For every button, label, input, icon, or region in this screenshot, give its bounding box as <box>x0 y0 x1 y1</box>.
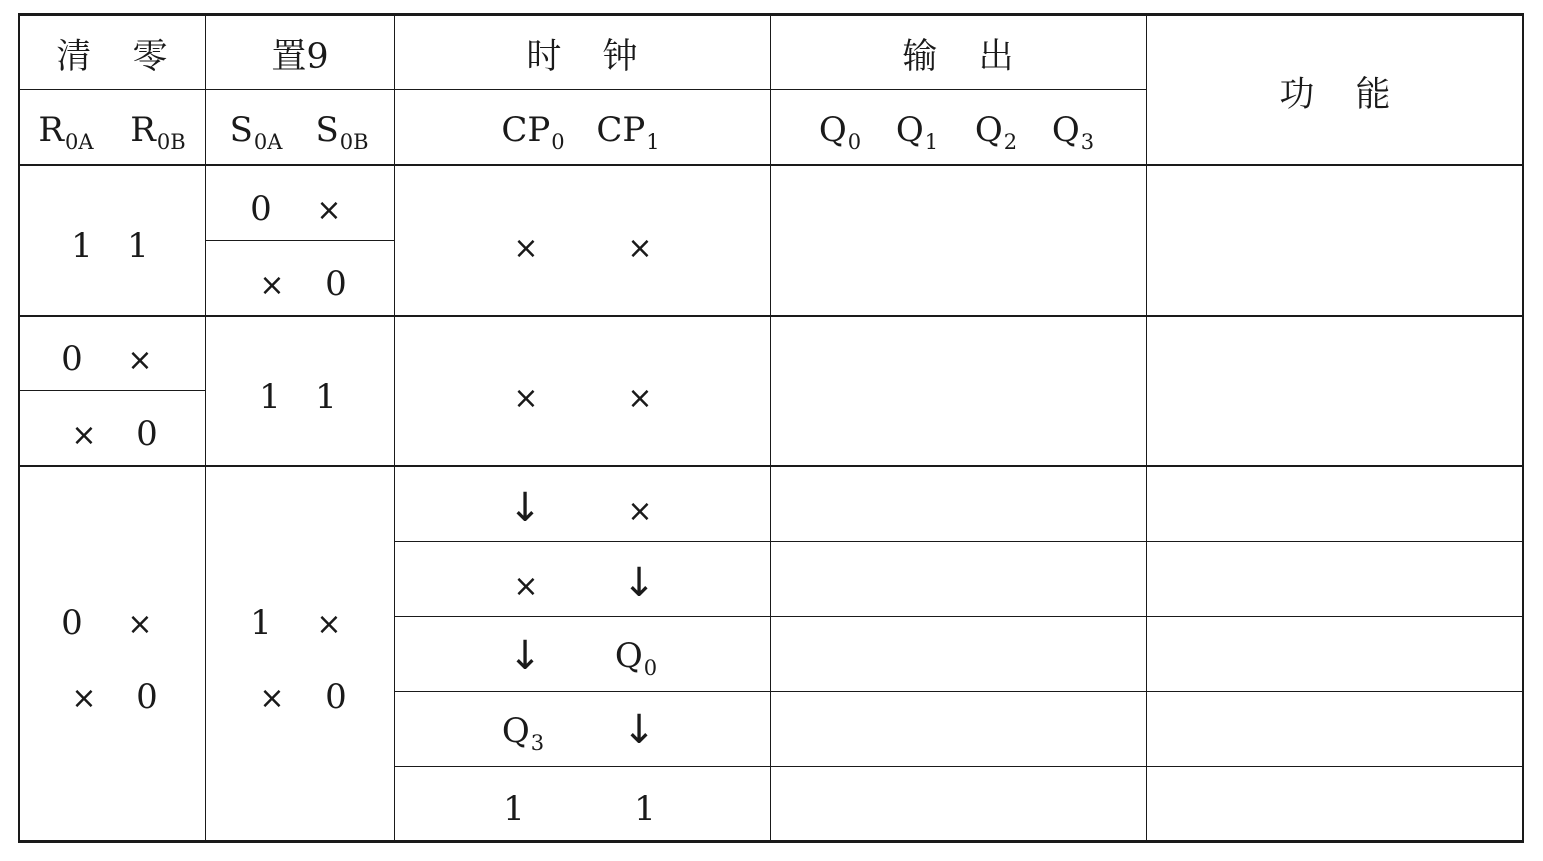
right-border <box>1522 13 1524 843</box>
subheader-q3: $Q_3$ <box>1051 110 1095 154</box>
header-clock: 时 钟 <box>526 37 638 77</box>
g2-cp1-value: × <box>627 381 653 416</box>
g3-row5-cp1-value: 1 <box>634 789 656 829</box>
g1-s0a-value-row2: × <box>259 268 285 303</box>
g3-row1-cp1-value: × <box>627 494 653 529</box>
g3-row3-cp1-q0: $Q_0$ <box>614 636 658 680</box>
header-bottom-border <box>18 164 1524 166</box>
g3-r0b-value-row2: 0 <box>136 677 158 717</box>
g3-r0b-value-row1: × <box>127 607 153 642</box>
g1-cp1-value: × <box>627 231 653 266</box>
g3-s0a-value-row2: × <box>259 681 285 716</box>
subheader-q0: $Q_0$ <box>818 110 862 154</box>
g1-r0b-value: 1 <box>127 226 149 266</box>
header-divider <box>18 89 1147 90</box>
g1-cp0-value: × <box>513 231 539 266</box>
header-set9: 置9 <box>271 37 329 77</box>
column-divider <box>205 13 206 843</box>
g3-r0a-value-row1: 0 <box>61 603 83 643</box>
group3-row-divider <box>394 616 1524 617</box>
subheader-s0a: $S_{0A}$ <box>229 110 283 154</box>
g1-s0b-value-row2: 0 <box>325 264 347 304</box>
table-bottom-border <box>18 840 1524 843</box>
group2-bottom-border <box>18 465 1524 467</box>
subheader-q2: $Q_2$ <box>974 110 1018 154</box>
g3-row4-cp1-falling-edge: ↓ <box>622 707 656 753</box>
subheader-q1: $Q_1$ <box>895 110 939 154</box>
g3-row2-cp0-value: × <box>513 569 539 604</box>
g2-s0a-value: 1 <box>259 377 281 417</box>
subheader-s0b: $S_{0B}$ <box>315 110 369 154</box>
group1-set9-divider <box>206 240 394 241</box>
g3-r0a-value-row2: × <box>71 681 97 716</box>
subheader-cp0: $CP_0$ <box>501 110 565 154</box>
g2-cp0-value: × <box>513 381 539 416</box>
g3-row1-cp0-falling-edge: ↓ <box>508 485 542 531</box>
group1-bottom-border <box>18 315 1524 317</box>
subheader-r0b: $R_{0B}$ <box>130 110 186 154</box>
g2-s0b-value: 1 <box>315 377 337 417</box>
subheader-r0a: $R_{0A}$ <box>38 110 94 154</box>
g1-s0a-value-row1: 0 <box>250 189 272 229</box>
g3-s0b-value-row2: 0 <box>325 677 347 717</box>
group3-row-divider <box>394 541 1524 542</box>
g3-s0a-value-row1: 1 <box>250 603 272 643</box>
group3-row-divider <box>394 766 1524 767</box>
g3-s0b-value-row1: × <box>316 607 342 642</box>
g2-r0a-value-row2: × <box>71 418 97 453</box>
g3-row2-cp1-falling-edge: ↓ <box>622 560 656 606</box>
g1-s0b-value-row1: × <box>316 193 342 228</box>
g3-row5-cp0-value: 1 <box>503 789 525 829</box>
g2-r0a-value-row1: 0 <box>61 339 83 379</box>
g3-row3-cp0-falling-edge: ↓ <box>508 633 542 679</box>
header-clear: 清 零 <box>56 37 168 77</box>
g3-row4-cp0-q3: $Q_3$ <box>501 711 545 755</box>
g2-r0b-value-row1: × <box>127 343 153 378</box>
header-output: 输 出 <box>902 37 1014 77</box>
table-top-border <box>18 13 1524 16</box>
subheader-cp1: $CP_1$ <box>596 110 660 154</box>
g2-r0b-value-row2: 0 <box>136 414 158 454</box>
column-divider <box>770 13 771 843</box>
g1-r0a-value: 1 <box>71 226 93 266</box>
header-function: 功 能 <box>1279 75 1391 115</box>
column-divider <box>1146 13 1147 843</box>
column-divider <box>394 13 395 843</box>
group3-row-divider <box>394 691 1524 692</box>
left-border <box>18 13 20 843</box>
group2-clear-divider <box>18 390 206 391</box>
